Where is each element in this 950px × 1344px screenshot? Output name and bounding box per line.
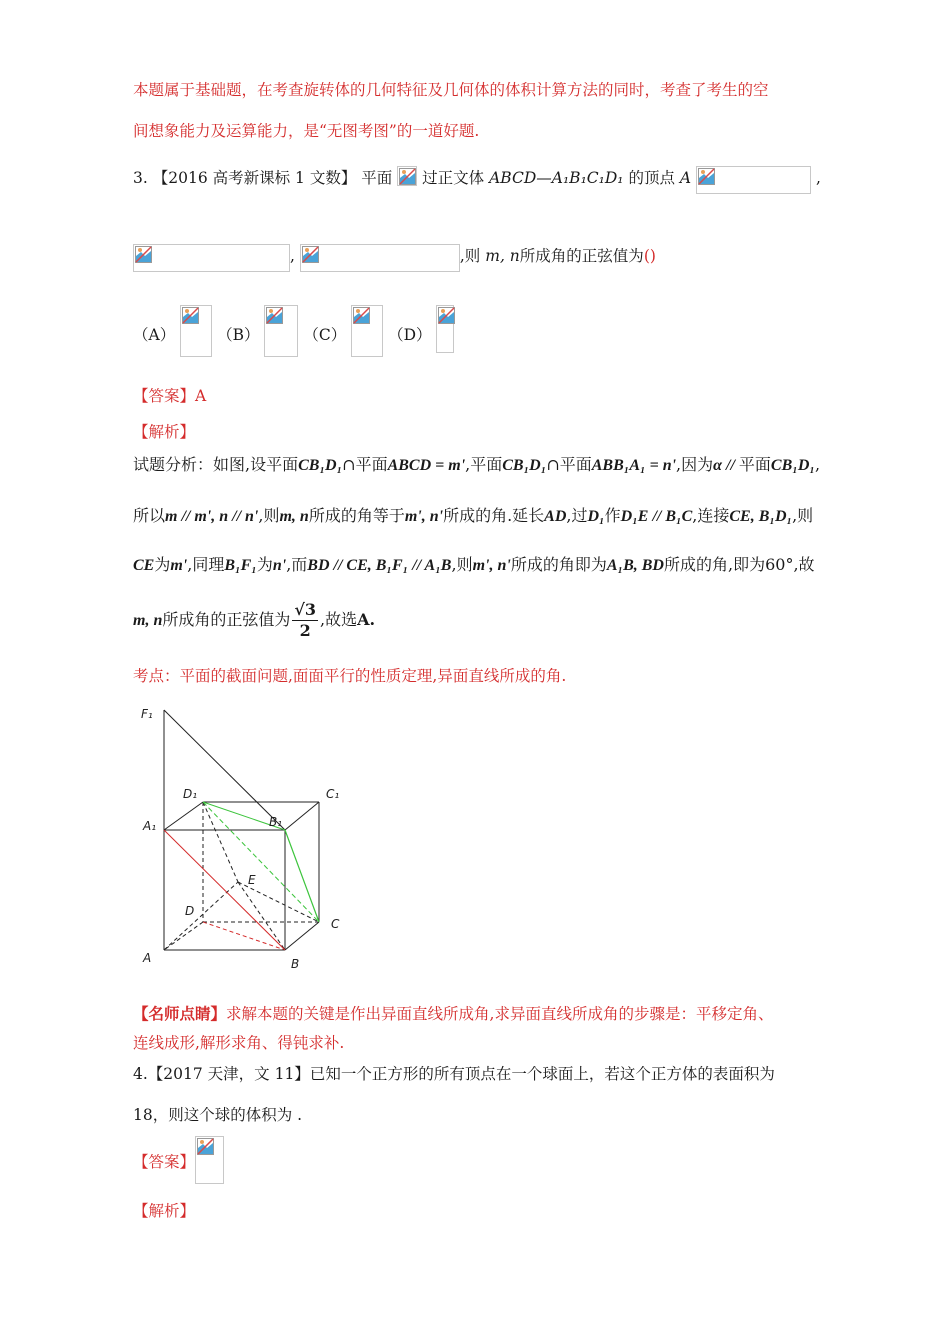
text: ,过 <box>566 506 588 525</box>
text: 所成的角等于 <box>308 506 405 525</box>
text: ,同理 <box>187 555 225 574</box>
q3-comma-2: , <box>290 247 295 265</box>
text: 为 <box>154 555 171 574</box>
q3-number: 3. <box>133 169 148 187</box>
math: D₁E // B₁C <box>620 508 693 525</box>
math: CE <box>133 557 155 574</box>
option-a-label: （A） <box>133 326 176 344</box>
math: CB₁D₁ <box>298 457 343 474</box>
text: 所成的角即为 <box>510 555 607 574</box>
option-b-label: （B） <box>217 326 260 344</box>
answer-label: 【答案】 <box>133 387 196 405</box>
math: A₁B, BD <box>606 557 664 574</box>
analysis-line-4 <box>133 600 375 641</box>
mingshi-label: 【名师点睛】 <box>133 1004 227 1023</box>
q3-comma: , <box>815 169 821 187</box>
line-d1c <box>203 802 319 922</box>
q3-vertex: A <box>679 169 692 187</box>
edge-be <box>238 882 285 950</box>
text: 平面 <box>559 455 592 474</box>
line-a1b <box>164 830 285 950</box>
broken-image-icon <box>195 1136 224 1184</box>
text: ,平面 <box>465 455 503 474</box>
mingshi-line-1 <box>133 1002 773 1024</box>
label-d1: D₁ <box>183 787 198 801</box>
kaodian: 考点：平面的截面问题,面面平行的性质定理,异面直线所成的角. <box>133 667 567 685</box>
analysis-line-2 <box>133 503 813 526</box>
label-e: E <box>248 873 256 887</box>
math: ABB₁A₁ = n' <box>591 457 677 474</box>
label-a1: A₁ <box>143 819 157 833</box>
math: ABCD = m' <box>387 457 466 474</box>
text: 平面 <box>355 455 388 474</box>
label-f1: F₁ <box>141 707 153 721</box>
text: 试题分析：如图,设平面 <box>133 455 299 474</box>
cube-figure <box>135 700 355 970</box>
q3-source: 【2016 高考新课标 1 文数】 <box>152 169 357 187</box>
label-d: D <box>185 904 195 918</box>
intro-line-1: 本题属于基础题，在考查旋转体的几何特征及几何体的体积计算方法的同时，考查了考生的空 <box>133 81 769 99</box>
fraction-denominator: 2 <box>299 621 311 640</box>
q3-text-e: 所成角的正弦值为 <box>519 247 644 265</box>
mingshi-text-1: 求解本题的关键是作出异面直线所成角,求异面直线所成角的步骤是：平移定角、 <box>226 1005 774 1023</box>
math: m, n <box>133 612 163 629</box>
edge-f1b1 <box>164 710 285 830</box>
broken-image-icon <box>180 305 212 357</box>
text: 作 <box>604 506 621 525</box>
answer-value: A <box>195 387 207 405</box>
fraction-sqrt3-over-2 <box>292 600 318 641</box>
text: ∩ <box>342 455 356 474</box>
q3-mn: m, n <box>485 247 520 265</box>
mingshi-line-2: 连线成形,解形求角、得钝求补. <box>133 1034 345 1052</box>
broken-image-icon <box>264 305 298 357</box>
math: m', n' <box>404 508 444 525</box>
q3-text-a: 平面 <box>361 169 393 187</box>
text: ,则 <box>258 506 280 525</box>
analysis-line-1 <box>133 452 820 475</box>
edge-ad <box>164 922 203 950</box>
text: 所成的角,即为 <box>663 555 766 574</box>
text: ,则 <box>792 506 814 525</box>
analysis-label: 【解析】 <box>133 423 196 441</box>
text: 60° <box>765 555 794 574</box>
answer-3 <box>133 384 206 406</box>
text: ,而 <box>286 555 308 574</box>
answer4-label: 【答案】 <box>133 1153 196 1171</box>
text: 所成角的正弦值为 <box>162 610 291 629</box>
broken-image-icon <box>696 166 811 194</box>
text: ,连接 <box>692 506 730 525</box>
q3-line-1 <box>133 166 821 194</box>
math: CB₁D₁ <box>770 457 815 474</box>
q4-line-2: 18，则这个球的体积为 . <box>133 1106 303 1124</box>
q3-text-b: 过正文体 <box>422 169 485 187</box>
math: m', n' <box>472 557 511 574</box>
label-a: A <box>143 951 152 965</box>
broken-image-icon <box>133 244 290 272</box>
text: ,则 <box>451 555 473 574</box>
edge-db <box>203 922 285 950</box>
option-c-label: （C） <box>303 326 347 344</box>
label-b: B <box>291 957 300 970</box>
analysis4-label: 【解析】 <box>133 1202 196 1220</box>
text: ,故选 <box>320 610 358 629</box>
q3-text-d: ,则 <box>459 247 481 265</box>
broken-image-icon <box>300 244 460 272</box>
math: CE, B₁D₁ <box>729 508 793 525</box>
text: ∩ <box>546 455 560 474</box>
analysis-line-3 <box>133 552 815 575</box>
edge-bc <box>285 922 319 950</box>
q3-line-2 <box>133 244 656 272</box>
math: CB₁D₁ <box>502 457 547 474</box>
text: ,因为 <box>676 455 714 474</box>
text: 所成的角.延长 <box>443 506 545 525</box>
fraction-numerator: √3 <box>294 600 317 619</box>
label-c1: C₁ <box>326 787 340 801</box>
broken-image-icon <box>351 305 383 357</box>
q3-text-c: 的顶点 <box>628 169 675 187</box>
text: 平面 <box>738 455 771 474</box>
broken-image-icon <box>436 305 454 353</box>
math: m, n <box>279 508 309 525</box>
math: n' <box>272 557 287 574</box>
math: AD <box>544 508 567 525</box>
broken-image-icon <box>397 166 417 186</box>
edge-d1e <box>203 802 238 882</box>
edge-b1c1 <box>285 802 319 830</box>
math: B₁F₁ <box>224 557 257 574</box>
answer-4 <box>133 1136 224 1184</box>
text: 为 <box>256 555 273 574</box>
math: m // m', n // n' <box>165 508 259 525</box>
text: ,故 <box>793 555 815 574</box>
label-b1: B₁ <box>269 815 283 829</box>
intro-line-2: 间想象能力及运算能力，是“无图考图”的一道好题. <box>133 122 480 140</box>
math: m' <box>170 557 188 574</box>
math: BD // CE, B₁F₁ // A₁B <box>307 557 452 574</box>
q3-cube: ABCD—A₁B₁C₁D₁ <box>489 169 624 187</box>
q3-paren: () <box>643 247 656 265</box>
q3-options <box>133 305 454 357</box>
text: A. <box>357 610 376 629</box>
edge-a1d1 <box>164 802 203 830</box>
text: , <box>814 455 821 474</box>
q4-line-1: 4.【2017 天津，文 11】已知一个正方形的所有顶点在一个球面上，若这个正方体的表面积为 <box>133 1065 775 1083</box>
math: D₁ <box>587 508 605 525</box>
option-d-label: （D） <box>388 326 432 344</box>
label-c: C <box>331 917 340 931</box>
math: α // <box>713 457 739 474</box>
text: 所以 <box>133 506 166 525</box>
